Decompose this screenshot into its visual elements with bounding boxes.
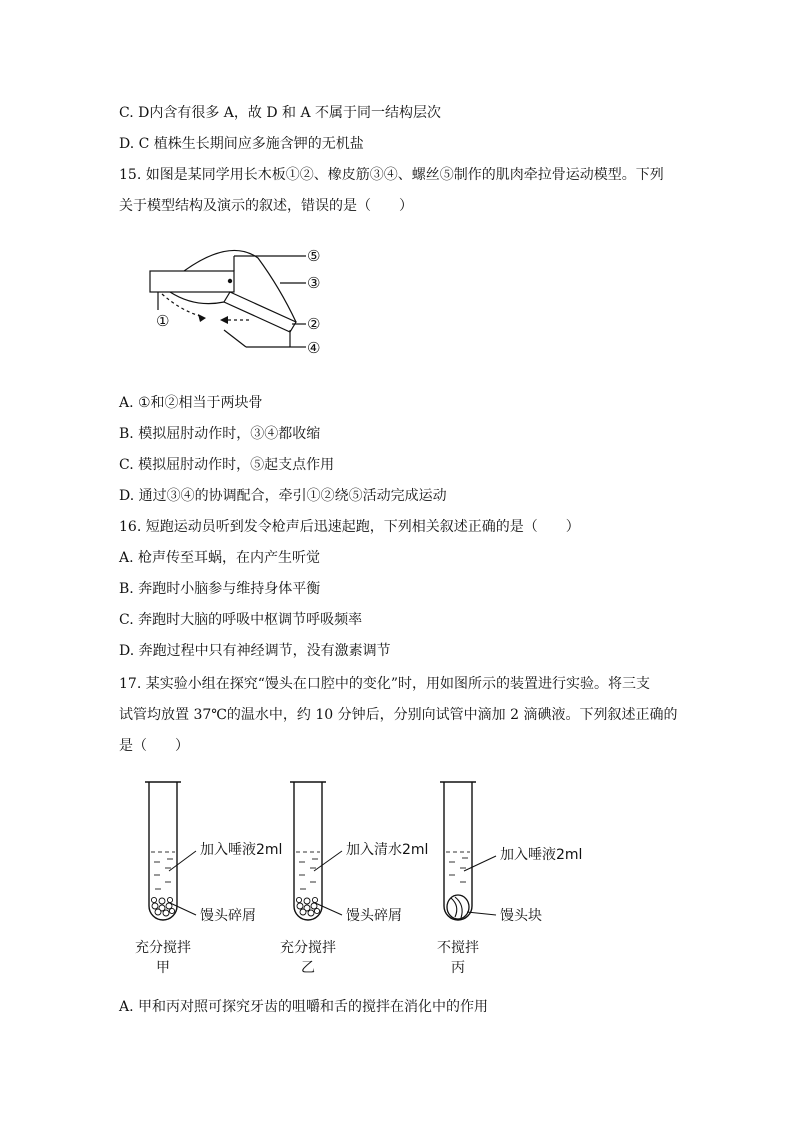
option-16b: B. 奔跑时小脑参与维持身体平衡 [119, 581, 321, 597]
tube-b-action: 充分搅拌 [280, 940, 336, 956]
option-14d: D. C 植株生长期间应多施含钾的无机盐 [119, 136, 364, 152]
question-17-stem: 17. 某实验小组在探究“馒头在口腔中的变化”时，用如图所示的装置进行实验。将三支 [119, 676, 651, 692]
bread-block [447, 895, 469, 919]
tube-c-action: 不搅拌 [437, 940, 479, 956]
label-2: ② [307, 315, 321, 333]
board-2 [224, 292, 296, 332]
muscle-model-figure [140, 240, 340, 360]
board-1 [150, 271, 234, 292]
tube-a-name: 甲 [156, 960, 170, 976]
question-17-stem-end: 是（ ） [119, 738, 189, 754]
option-15c: C. 模拟屈肘动作时，⑤起支点作用 [119, 457, 335, 473]
tube-b-liquid-label: 加入清水2ml [346, 842, 429, 858]
question-15-stem-cont: 关于模型结构及演示的叙述，错误的是（ ） [119, 198, 413, 214]
option-16d: D. 奔跑过程中只有神经调节，没有激素调节 [119, 643, 391, 659]
tube-b-solid-label: 馒头碎屑 [346, 908, 402, 924]
tube-b-name: 乙 [301, 960, 315, 976]
tube-c-liquid-label: 加入唾液2ml [500, 847, 583, 863]
label-4: ④ [307, 339, 321, 357]
tube-a-solid-label: 馒头碎屑 [200, 908, 256, 924]
tube-c-solid-label: 馒头块 [500, 908, 542, 924]
tube-a-liquid-label: 加入唾液2ml [200, 842, 283, 858]
band-4 [170, 292, 224, 304]
label-5: ⑤ [307, 247, 321, 265]
option-17a: A. 甲和丙对照可探究牙齿的咀嚼和舌的搅拌在消化中的作用 [119, 999, 489, 1015]
tube-a-action: 充分搅拌 [135, 940, 191, 956]
option-16c: C. 奔跑时大脑的呼吸中枢调节呼吸频率 [119, 612, 363, 628]
option-16a: A. 枪声传至耳蜗，在内产生听觉 [119, 550, 321, 566]
option-15b: B. 模拟屈肘动作时，③④都收缩 [119, 426, 321, 442]
question-17-stem-cont: 试管均放置 37℃的温水中，约 10 分钟后，分别向试管中滴加 2 滴碘液。下列叙述正确的 [119, 707, 678, 723]
option-15a: A. ①和②相当于两块骨 [119, 395, 263, 411]
label-3: ③ [307, 274, 321, 292]
question-16-stem: 16. 短跑运动员听到发令枪声后迅速起跑，下列相关叙述正确的是（ ） [119, 519, 580, 535]
option-14c: C. D内含有很多 A，故 D 和 A 不属于同一结构层次 [119, 105, 442, 121]
test-tube-figure [124, 774, 604, 984]
tube-c-name: 丙 [451, 960, 465, 976]
screw-5 [228, 279, 232, 283]
label-1: ① [156, 312, 170, 330]
question-15-stem: 15. 如图是某同学用长木板①②、橡皮筋③④、螺丝⑤制作的肌肉牵拉骨运动模型。下列 [119, 167, 664, 183]
option-15d: D. 通过③④的协调配合，牵引①②绕⑤活动完成运动 [119, 488, 447, 504]
